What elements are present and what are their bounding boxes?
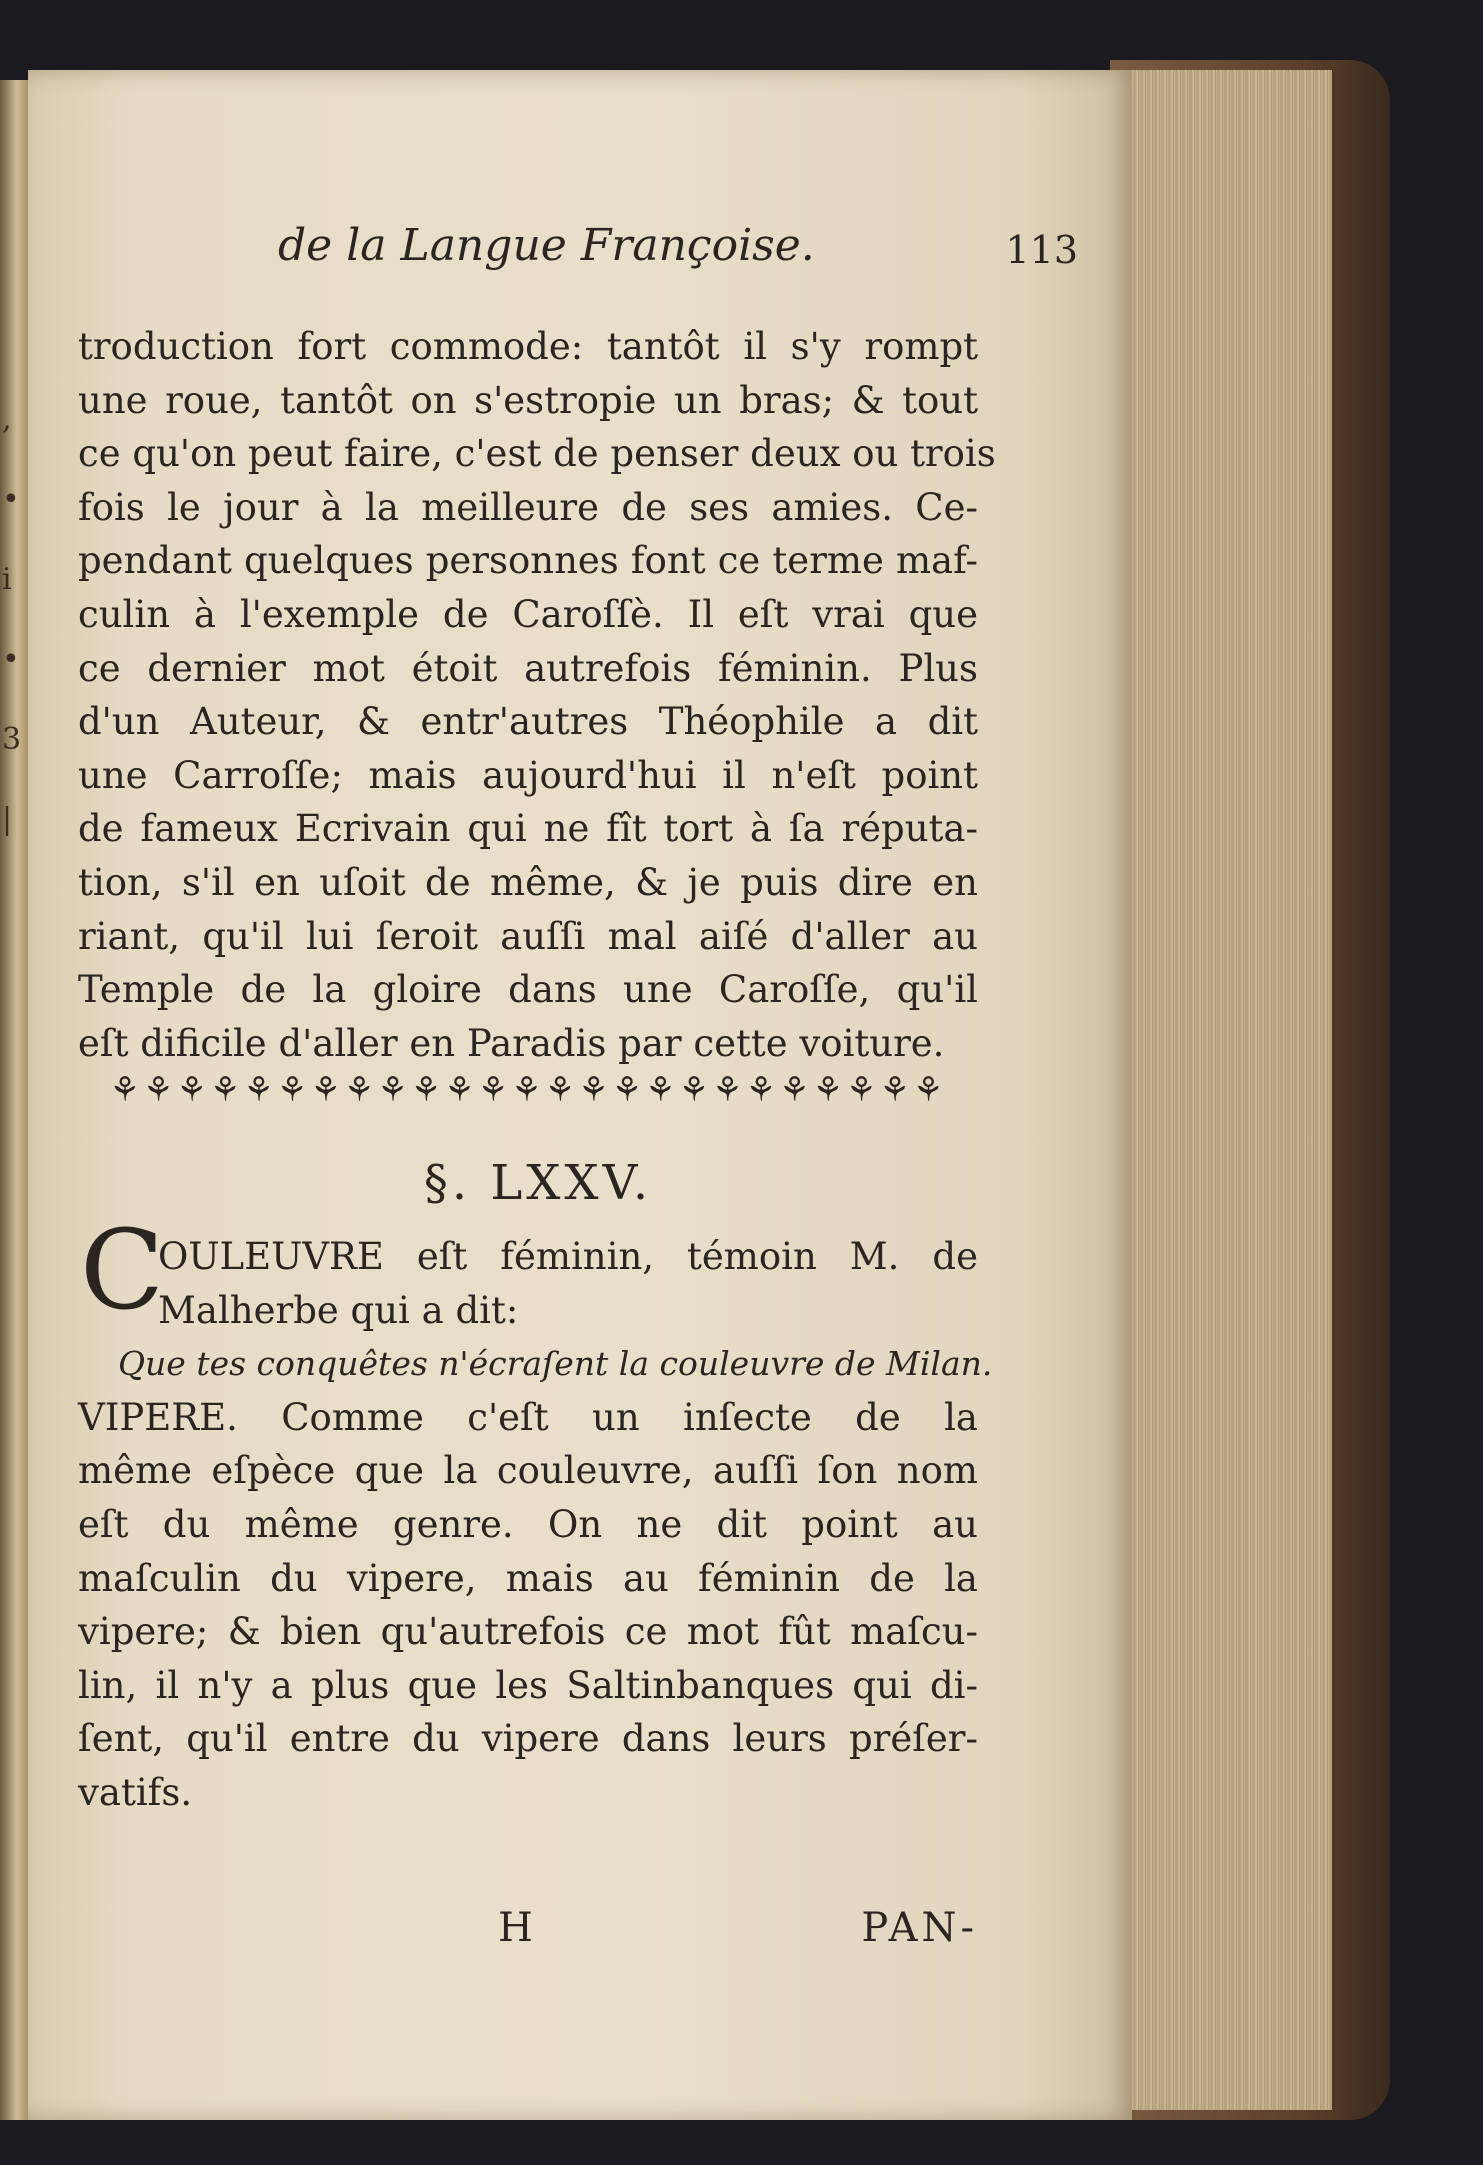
text-line: eſt dificile d'aller en Paradis par cette voiture.	[78, 1021, 945, 1065]
text-line: riant, qu'il lui ſeroit auſſi mal aiſé d'aller au	[78, 914, 978, 958]
section-heading: §. LXXV.	[423, 1155, 653, 1211]
previous-page-edge	[0, 80, 28, 2120]
text-line: une roue, tantôt on s'estropie un bras; & tout	[78, 378, 978, 422]
text-line: ſent, qu'il entre du vipere dans leurs préſer-	[78, 1717, 978, 1761]
quotation-line: Que tes conquêtes n'écraſent la couleuvre de Milan.	[118, 1344, 993, 1384]
text-line: culin à l'exemple de Caroſſè. Il eſt vrai que	[78, 592, 978, 636]
text-line: une Carroſſe; mais aujourd'hui il n'eſt point	[78, 753, 978, 797]
text-line: ce qu'on peut faire, c'est de penser deux ou trois	[78, 432, 996, 476]
page-stack-edge	[1132, 70, 1332, 2110]
text-line: OULEUVRE eſt féminin, témoin M. de	[158, 1235, 978, 1278]
book-page	[28, 70, 1132, 2120]
paragraph-1	[78, 320, 996, 1070]
paragraph-2	[78, 1230, 993, 1820]
text-line: fois le jour à la meilleure de ses amies. Ce-	[78, 485, 978, 529]
text-line: ce dernier mot étoit autrefois féminin. Plus	[78, 646, 978, 690]
signature-mark: H	[498, 1905, 533, 1951]
text-line: pendant quelques personnes font ce terme maf-	[78, 539, 978, 583]
text-line: tion, s'il en uſoit de même, & je puis dire en	[78, 860, 978, 904]
catchword: PAN-	[861, 1905, 978, 1951]
running-head	[278, 220, 1078, 290]
page-number: 113	[1005, 228, 1078, 272]
text-line: lin, il n'y a plus que les Saltinbanques qui di-	[78, 1663, 978, 1707]
text-line: vatifs.	[78, 1770, 193, 1814]
previous-page-marks: , • i • 3 |	[2, 402, 22, 837]
text-line: maſculin du vipere, mais au féminin de la	[78, 1556, 978, 1600]
text-line: même eſpèce que la couleuvre, auſſi ſon nom	[78, 1449, 978, 1493]
text-line: de fameux Ecrivain qui ne fît tort à ſa réputa-	[78, 807, 978, 851]
text-line: troduction fort commode: tantôt il s'y rompt	[78, 325, 978, 368]
running-head-title: de la Langue Françoise.	[278, 220, 815, 271]
text-line: VIPERE. Comme c'eſt un inſecte de la	[78, 1395, 978, 1439]
text-line: vipere; & bien qu'autrefois ce mot fût maſcu-	[78, 1610, 978, 1654]
footer-catchwords	[498, 1905, 978, 1965]
text-line: eſt du même genre. On ne dit point au	[78, 1502, 978, 1546]
drop-cap: C	[80, 1206, 165, 1334]
text-line: Malherbe qui a dit:	[158, 1288, 519, 1332]
ornament-divider: ⚘⚘⚘⚘⚘⚘⚘⚘⚘⚘⚘⚘⚘⚘⚘⚘⚘⚘⚘⚘⚘⚘⚘⚘⚘	[109, 1070, 947, 1110]
text-line: Temple de la gloire dans une Caroſſe, qu'il	[78, 968, 978, 1012]
text-line: d'un Auteur, & entr'autres Théophile a dit	[78, 700, 978, 744]
